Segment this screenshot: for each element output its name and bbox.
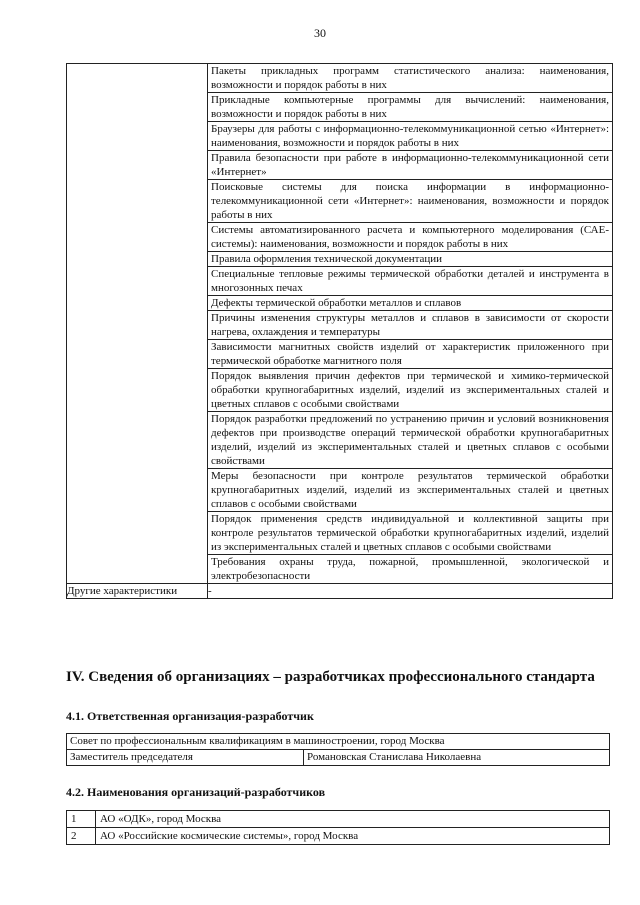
knowledge-list [208,64,613,584]
other-characteristics-row [67,584,613,599]
knowledge-item: Дефекты термической обработки металлов и сплавов [208,296,612,311]
developer-row [67,828,610,845]
developer-name: АО «ОДК», город Москва [96,811,610,828]
developer-number: 2 [67,828,96,845]
developer-row [67,811,610,828]
knowledge-item: Специальные тепловые режимы термической обработки деталей и инструмента в многозонных печах [208,267,612,296]
page-number: 30 [314,26,326,40]
knowledge-item: Правила оформления технической документации [208,252,612,267]
knowledge-item: Пакеты прикладных программ статистического анализа: наименования, возможности и порядок работы в них [208,64,612,93]
knowledge-item: Системы автоматизированного расчета и компьютерного моделирования (САЕ-системы): наименования, возможности и порядок работы в них [208,223,612,252]
knowledge-item: Браузеры для работы с информационно-телекоммуникационной сетью «Интернет»: наименования, возможности и порядок работы в них [208,122,612,151]
subsection-4-1-title: 4.1. Ответственная организация-разработчик [66,709,314,723]
knowledge-item: Прикладные компьютерные программы для вычислений: наименования, возможности и порядок работы в них [208,93,612,122]
other-characteristics-value: - [208,584,613,599]
knowledge-table [66,63,613,599]
developers-table [66,810,610,845]
knowledge-item: Зависимости магнитных свойств изделий от характеристик приложенного при термической обработке магнитного поля [208,340,612,369]
developer-number: 1 [67,811,96,828]
responsible-position: Заместитель председателя [67,750,304,766]
knowledge-item: Поисковые системы для поиска информации в информационно-телекоммуникационной сети «Интернет»: наименования, возможности и порядок работы в них [208,180,612,223]
other-characteristics-label: Другие характеристики [67,584,208,599]
section-iv-title: IV. Сведения об организациях – разработчиках профессионального стандарта [66,669,595,685]
developer-name: АО «Российские космические системы», город Москва [96,828,610,845]
responsible-org-name: Совет по профессиональным квалификациям в машиностроении, город Москва [67,734,610,750]
responsible-person: Романовская Станислава Николаевна [304,750,610,766]
knowledge-item: Причины изменения структуры металлов и сплавов в зависимости от скорости нагрева, охлаждения и температуры [208,311,612,340]
knowledge-row [67,64,613,584]
knowledge-item: Правила безопасности при работе в информационно-телекоммуникационной сети «Интернет» [208,151,612,180]
knowledge-item: Меры безопасности при контроле результатов термической обработки крупногабаритных изделий, изделий из экспериментальных сталей и цветных сплавов с особыми свойствами [208,469,612,512]
knowledge-item: Порядок разработки предложений по устранению причин и условий возникновения дефектов при производстве операций термической обработки крупногабаритных изделий, изделий из экспериментальных сталей и цветных сплавов с особыми свойствами [208,412,612,469]
responsible-org-table [66,733,610,766]
knowledge-item: Требования охраны труда, пожарной, промышленной, экологической и электробезопасности [211,556,609,582]
knowledge-item: Порядок применения средств индивидуальной и коллективной защиты при контроле результатов термической обработки крупногабаритных изделий, изделий из экспериментальных сталей и цветных сплавов с особыми свойствами [208,512,612,555]
knowledge-item: Порядок выявления причин дефектов при термической и химико-термической обработки крупногабаритных изделий, изделий из экспериментальных сталей и цветных сплавов с особыми свойствами [208,369,612,412]
empty-label-cell [67,64,208,584]
subsection-4-2-title: 4.2. Наименования организаций-разработчиков [66,785,326,799]
